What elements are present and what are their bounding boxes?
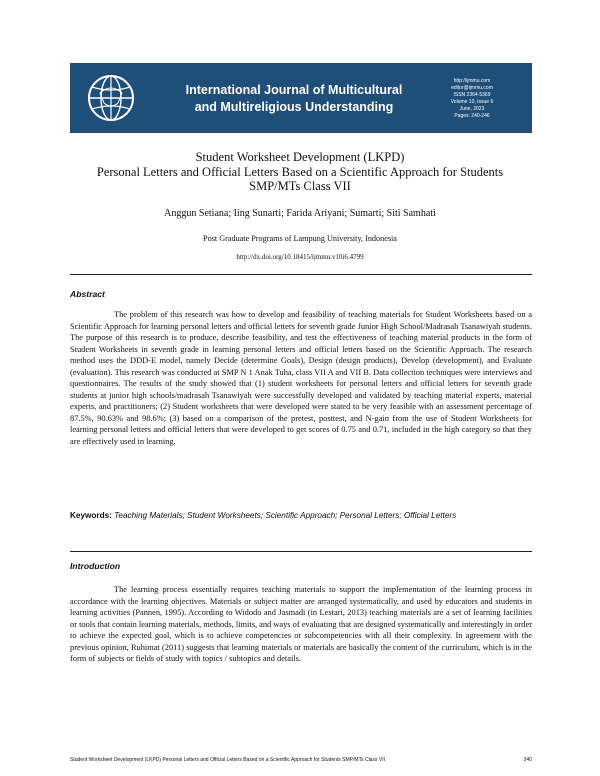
doi-link[interactable]: http://dx.doi.org/10.18415/ijmmu.v10i6.4799 (236, 253, 364, 261)
abstract-heading: Abstract (70, 289, 105, 299)
journal-url[interactable]: http://ijmmu.com (453, 78, 491, 84)
abstract-text: The problem of this research was how to develop and feasibility of teaching materials for Student Worksheets based on a Scientific Approach for learning personal letters and official letters for seventh grade Junior High School/Madrasah Tsanawiyah students. The purpose of this research is to produce, describe feasibility, and test the effectiveness of teaching material products in the form of Student Worksheets in seventh grade in learning personal letters and official letters based on the Scientific Approach. The research method uses the DDD-E model, namely Decide (determine Goals), Design (design products), Develop (development), and Evaluate (evaluation). This research was conducted at SMP N 1 Anak Tuha, class VII A and VII B. Data collection techniques were interviews and questionnaires. The results of the study showed that (1) student worksheets for personal letters and official letters for seventh grade students at junior high schools/madrasah Tsanawiyah were successfully developed and validated by teaching material experts, material experts, and practitioners; (2) Student worksheets that were developed were stated to be very feasible with an assessment percentage of 87.5%, 90.63% and 98.6%; (3) based on a comparison of the pretest, posttest, and N-gain from the use of Student Worksheets for learning personal letters and official letters that were developed to get scores of 0.75 and 0.71, included in the high category so that they are effectively used in learning. (70, 310, 532, 446)
introduction-text: The learning process essentially requires teaching materials to support the implementation of the learning process in accordance with the learning objectives. Materials or subject matter are arranged systematically, and used by educators and students in learning activities (Pannen, 1995). According to Widodo and Jasmadi (in Lestari, 2013) teaching materials are a set of learning facilities or tools that contain learning materials, methods, limits, and ways of evaluating that are designed systematically and interestingly in order to achieve the expected goal, which is to achieve competencies or subcompetencies with all their complexity. In agreement with the previous opinion, Ruhimat (2011) suggests that learning materials or materials are basically the content of the curriculum, which is in the form of subjects or fields of study with topics / subtopics and details. (70, 585, 532, 663)
journal-title-line2: and Multireligious Understanding (194, 100, 394, 114)
journal-title (178, 82, 410, 116)
keywords-label: Keywords: (70, 511, 112, 520)
journal-title-line1: International Journal of Multicultural (185, 83, 403, 97)
author-list: Anggun Setiana; Iing Sunarti; Farida Ariyani; Sumarti; Siti Samhati (164, 208, 436, 219)
journal-banner (70, 63, 532, 133)
article-title-line1: Student Worksheet Development (LKPD) (195, 150, 405, 164)
journal-pages: Pages: 240-246 (454, 113, 490, 119)
journal-info (427, 78, 517, 120)
page-number: 240 (523, 757, 532, 763)
introduction-heading: Introduction (70, 561, 121, 571)
divider-top (70, 274, 532, 275)
divider-bottom (70, 551, 532, 552)
keywords-text: Teaching Materials; Student Worksheets; Scientific Approach; Personal Letters; Official Letters (114, 511, 457, 520)
keywords (70, 510, 532, 522)
journal-date: June, 2023 (459, 106, 485, 112)
article-title-line3: SMP/MTs Class VII (249, 179, 351, 193)
journal-volume: Volume 10, Issue 6 (450, 99, 494, 105)
journal-issn: ISSN 2364-5369 (453, 92, 491, 98)
affiliation: Post Graduate Programs of Lampung University, Indonesia (203, 234, 397, 243)
globe-logo-icon (86, 73, 136, 123)
journal-email[interactable]: editor@ijmmu.com (451, 85, 493, 91)
article-title (60, 150, 540, 194)
article-title-line2: Personal Letters and Official Letters Based on a Scientific Approach for Students (96, 164, 504, 179)
running-title: Student Worksheet Development (LKPD) Personal Letters and Official Letters Based on a Scientific Approach for Students SMP/MTs Class VII (70, 757, 385, 763)
